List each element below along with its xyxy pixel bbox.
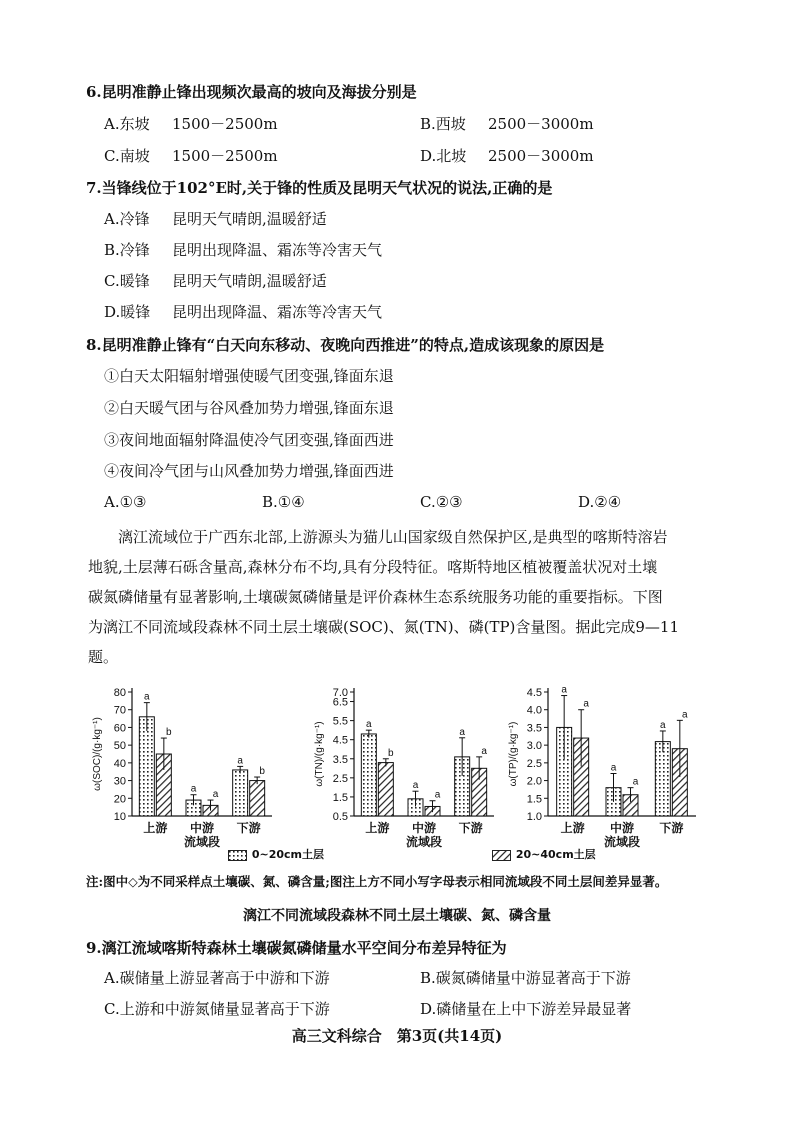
chart-3-tick-label: 1.5: [526, 793, 542, 806]
passage-line-1: 漓江流域位于广西东北部,上游源头为猫儿山国家级自然保护区,是典型的喀斯特溶岩: [118, 528, 668, 546]
q7-option-a[interactable]: [104, 209, 327, 229]
q9-option-a[interactable]: A.碳储量上游显著高于中游和下游: [104, 969, 330, 987]
chart-2-y-label: ω(TN)/(g·kg⁻¹): [314, 721, 325, 787]
q8-option-b[interactable]: B.①④: [262, 493, 305, 511]
q9-option-b[interactable]: B.碳氮磷储量中游显著高于下游: [420, 969, 631, 987]
chart-2-significance-letter: a: [459, 726, 465, 738]
chart-1-significance-letter: a: [144, 691, 150, 703]
q8-item-2: ②白天暖气团与谷风叠加势力增强,锋面东退: [104, 399, 394, 417]
chart-3-category-label: 下游: [659, 821, 684, 835]
chart-3-y-label: ω(TP)/(g·kg⁻¹): [508, 721, 519, 787]
q8-option-d[interactable]: D.②④: [578, 493, 622, 511]
q6-option-d-value: 2500－3000m: [488, 147, 594, 165]
chart-1-significance-letter: a: [212, 789, 219, 801]
figure-note: 注:图中◇为不同采样点土壤碳、氮、磷含量;图注上方不同小写字母表示相同流域段不同土层间差异显著。: [86, 874, 668, 889]
q6-option-d-label: D.北坡: [420, 147, 467, 165]
q9-option-d[interactable]: D.磷储量在上中下游差异最显著: [420, 1000, 632, 1018]
chart-1-significance-letter: a: [237, 755, 243, 767]
chart-2-category-label: 流域段: [405, 835, 443, 849]
chart-1-tick-label: 20: [113, 793, 126, 806]
chart-3-significance-letter: a: [561, 684, 567, 696]
legend-hatch-swatch: [492, 850, 512, 861]
passage-line-2: 地貌,土层薄石砾含量高,森林分布不均,具有分段特征。喀斯特地区植被覆盖状况对土壤: [88, 558, 658, 576]
q7-option-c-label: C.暖锋: [104, 272, 150, 290]
chart-2-significance-letter: a: [481, 745, 487, 757]
chart-2-tick-label: 6.5: [332, 696, 348, 709]
chart-3-category-label: 中游: [609, 821, 635, 835]
chart-1-significance-letter: b: [259, 766, 265, 778]
chart-2-category-label: 下游: [458, 821, 483, 835]
q6-option-c-value: 1500－2500m: [172, 147, 278, 165]
chart-2-category-label: 上游: [365, 821, 390, 835]
figure-charts: [86, 682, 716, 868]
q8-item-1: ①白天太阳辐射增强使暖气团变强,锋面东退: [104, 367, 394, 385]
q6-option-a-value: 1500－2500m: [172, 115, 278, 133]
chart-3-significance-letter: a: [632, 776, 639, 788]
q7-option-b-label: B.冷锋: [104, 241, 150, 259]
question-9-stem: 9.漓江流域喀斯特森林土壤碳氮磷储量水平空间分布差异特征为: [86, 939, 507, 957]
chart-2-bar: [378, 763, 393, 816]
chart-2-significance-letter: b: [388, 747, 394, 759]
chart-2-significance-letter: a: [366, 719, 372, 731]
chart-1-tick-label: 70: [113, 704, 126, 717]
chart-1-y-label: ω(SOC)/(g·kg⁻¹): [92, 717, 103, 791]
chart-3-tick-label: 1.0: [526, 811, 542, 823]
chart-1-tick-label: 60: [113, 722, 126, 735]
q8-option-c[interactable]: C.②③: [420, 493, 463, 511]
passage-line-4: 为漓江不同流域段森林不同土层土壤碳(SOC)、氮(TN)、磷(TP)含量图。据此完成9—11: [88, 618, 680, 636]
q6-option-d[interactable]: [420, 146, 594, 166]
chart-1-bar: [250, 781, 265, 816]
chart-2-tick-label: 4.5: [332, 734, 348, 747]
chart-1-significance-letter: b: [166, 727, 172, 739]
legend-dots-swatch: [228, 850, 248, 861]
q8-option-a[interactable]: A.①③: [104, 493, 147, 511]
chart-2-tick-label: 7.0: [332, 687, 348, 699]
chart-1-bar: [139, 717, 154, 816]
q6-option-a[interactable]: [104, 114, 278, 134]
q7-option-a-label: A.冷锋: [104, 210, 150, 228]
chart-2-bar: [361, 734, 376, 816]
q9-option-c[interactable]: C.上游和中游氮储量显著高于下游: [104, 1000, 330, 1018]
chart-3-tick-label: 3.5: [526, 722, 542, 735]
legend-layer2: [492, 846, 596, 862]
q7-option-c-value: 昆明天气晴朗,温暖舒适: [172, 272, 327, 290]
legend-layer2-label: 20~40cm土层: [515, 848, 596, 861]
chart-2-tick-label: 1.5: [332, 791, 348, 804]
chart-3-tick-label: 4.5: [526, 687, 542, 699]
chart-2-significance-letter: a: [412, 780, 419, 792]
chart-2-tick-label: 3.5: [332, 753, 348, 766]
q7-option-d[interactable]: [104, 302, 382, 322]
q7-option-b[interactable]: [104, 240, 382, 260]
chart-2-significance-letter: a: [434, 789, 441, 801]
chart-1-significance-letter: a: [190, 783, 197, 795]
page-footer: 高三文科综合 第3页(共14页): [291, 1027, 503, 1045]
chart-3-category-label: 流域段: [603, 835, 641, 849]
chart-3-significance-letter: a: [682, 709, 688, 721]
q6-option-b[interactable]: [420, 114, 594, 134]
chart-3-bar: [655, 742, 670, 816]
passage: [88, 522, 708, 672]
chart-2-tick-label: 0.5: [332, 811, 348, 823]
charts-svg: [86, 682, 716, 864]
chart-2-tick-label: 5.5: [332, 715, 348, 728]
chart-1-tick-label: 50: [113, 740, 126, 753]
question-6-stem: 6.昆明准静止锋出现频次最高的坡向及海拔分别是: [86, 83, 417, 101]
chart-1-bar: [233, 770, 248, 816]
figure-caption: 漓江不同流域段森林不同土层土壤碳、氮、磷含量: [243, 908, 551, 924]
q7-option-c[interactable]: [104, 271, 327, 291]
question-8-stem: 8.昆明准静止锋有“白天向东移动、夜晚向西推进”的特点,造成该现象的原因是: [86, 336, 605, 354]
chart-3-tick-label: 4.0: [526, 704, 542, 717]
legend-layer1-label: 0~20cm土层: [251, 848, 325, 861]
chart-1-category-label: 上游: [143, 821, 168, 835]
chart-1-tick-label: 30: [113, 775, 126, 788]
chart-3-significance-letter: a: [583, 698, 589, 710]
q7-option-a-value: 昆明天气晴朗,温暖舒适: [172, 210, 327, 228]
chart-2-category-label: 中游: [411, 821, 437, 835]
legend-layer1: [228, 846, 324, 862]
chart-1-category-label: 中游: [189, 821, 215, 835]
q6-option-b-value: 2500－3000m: [488, 115, 594, 133]
q6-option-a-label: A.东坡: [104, 115, 150, 133]
chart-1-category-label: 下游: [236, 821, 261, 835]
chart-3-significance-letter: a: [660, 719, 666, 731]
chart-2-tick-label: 2.5: [332, 772, 348, 785]
q7-option-d-label: D.暖锋: [104, 303, 151, 321]
chart-1-category-label: 流域段: [183, 835, 221, 849]
chart-3-significance-letter: a: [610, 762, 617, 774]
chart-3-tick-label: 2.5: [526, 757, 542, 770]
chart-1-tick-label: 10: [113, 811, 126, 823]
chart-3-tick-label: 3.0: [526, 740, 542, 753]
passage-line-3: 碳氮磷储量有显著影响,土壤碳氮磷储量是评价森林生态系统服务功能的重要指标。下图: [88, 588, 663, 606]
q6-option-c-label: C.南坡: [104, 147, 150, 165]
q7-option-b-value: 昆明出现降温、霜冻等冷害天气: [172, 241, 383, 259]
chart-3-tick-label: 2.0: [526, 775, 542, 788]
passage-line-5: 题。: [88, 648, 119, 666]
question-7-stem: 7.当锋线位于102°E时,关于锋的性质及昆明天气状况的说法,正确的是: [86, 179, 553, 197]
q6-option-b-label: B.西坡: [420, 115, 466, 133]
q6-option-c[interactable]: [104, 146, 278, 166]
q8-item-3: ③夜间地面辐射降温使冷气团变强,锋面西进: [104, 431, 394, 449]
chart-1-tick-label: 40: [113, 757, 126, 770]
q8-item-4: ④夜间冷气团与山风叠加势力增强,锋面西进: [104, 462, 394, 480]
q7-option-d-value: 昆明出现降温、霜冻等冷害天气: [172, 303, 383, 321]
chart-1-tick-label: 80: [113, 687, 126, 699]
chart-3-category-label: 上游: [560, 821, 585, 835]
